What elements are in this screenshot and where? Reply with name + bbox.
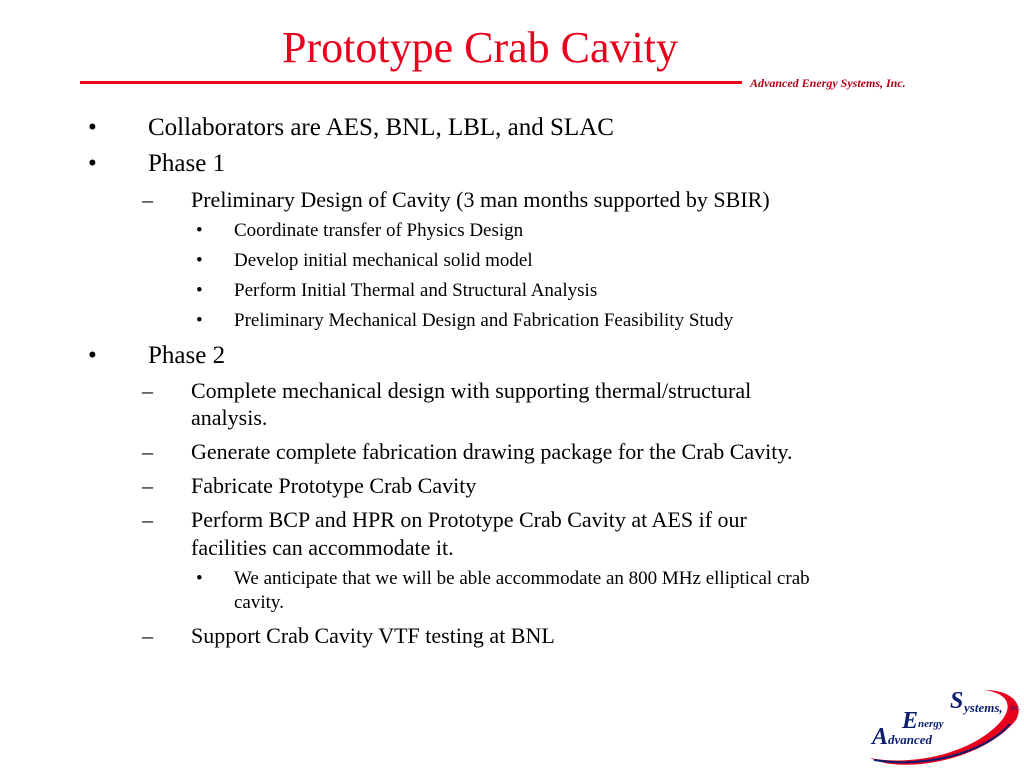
bullet-text: We anticipate that we will be able accommodate an 800 MHz elliptical crab	[234, 568, 810, 589]
bullet-text: Perform Initial Thermal and Structural Analysis	[234, 280, 598, 301]
dash-marker: –	[142, 187, 153, 212]
bullet-text: facilities can accommodate it.	[191, 535, 454, 560]
logo-text-inc: Inc.	[1010, 704, 1021, 712]
bullet-text: Phase 1	[148, 150, 226, 177]
aes-logo	[864, 684, 1024, 768]
logo-letter-s: S	[950, 688, 964, 714]
bullet-text: Develop initial mechanical solid model	[234, 250, 533, 271]
bullet-marker: •	[196, 280, 203, 301]
bullet-text: Complete mechanical design with supporting thermal/structural	[191, 378, 752, 403]
bullet-text: Support Crab Cavity VTF testing at BNL	[191, 623, 555, 648]
dash-marker: –	[142, 439, 153, 464]
bullet-marker: •	[88, 150, 97, 177]
dash-marker: –	[142, 473, 153, 498]
dash-marker: –	[142, 623, 153, 648]
bullet-text: Preliminary Mechanical Design and Fabrication Feasibility Study	[234, 310, 734, 331]
bullet-text: Preliminary Design of Cavity (3 man months supported by SBIR)	[191, 187, 770, 212]
bullet-marker: •	[196, 220, 203, 241]
logo-text-systems: ystems,	[964, 700, 1003, 715]
dash-marker: –	[142, 378, 153, 403]
bullet-text: analysis.	[191, 405, 268, 430]
bullet-text: Phase 2	[148, 342, 226, 369]
logo-letter-a: A	[872, 724, 889, 750]
company-name: Advanced Energy Systems, Inc.	[750, 76, 906, 90]
bullet-marker: •	[196, 310, 203, 331]
bullet-text: Generate complete fabrication drawing package for the Crab Cavity.	[191, 439, 793, 464]
logo-text-advanced: dvanced	[888, 732, 933, 747]
bullet-marker: •	[196, 568, 203, 589]
bullet-text: Fabricate Prototype Crab Cavity	[191, 473, 477, 498]
logo-letter-e: E	[902, 708, 919, 734]
bullet-marker: •	[88, 342, 97, 369]
slide-title: Prototype Crab Cavity	[282, 23, 678, 72]
dash-marker: –	[142, 507, 153, 532]
bullet-text: cavity.	[234, 592, 284, 613]
bullet-marker: •	[196, 250, 203, 271]
bullet-text: Perform BCP and HPR on Prototype Crab Cavity at AES if our	[191, 507, 747, 532]
bullet-marker: •	[88, 114, 97, 141]
logo-text-energy: nergy	[918, 718, 944, 730]
bullet-text: Collaborators are AES, BNL, LBL, and SLAC	[148, 114, 614, 141]
bullet-text: Coordinate transfer of Physics Design	[234, 220, 524, 241]
